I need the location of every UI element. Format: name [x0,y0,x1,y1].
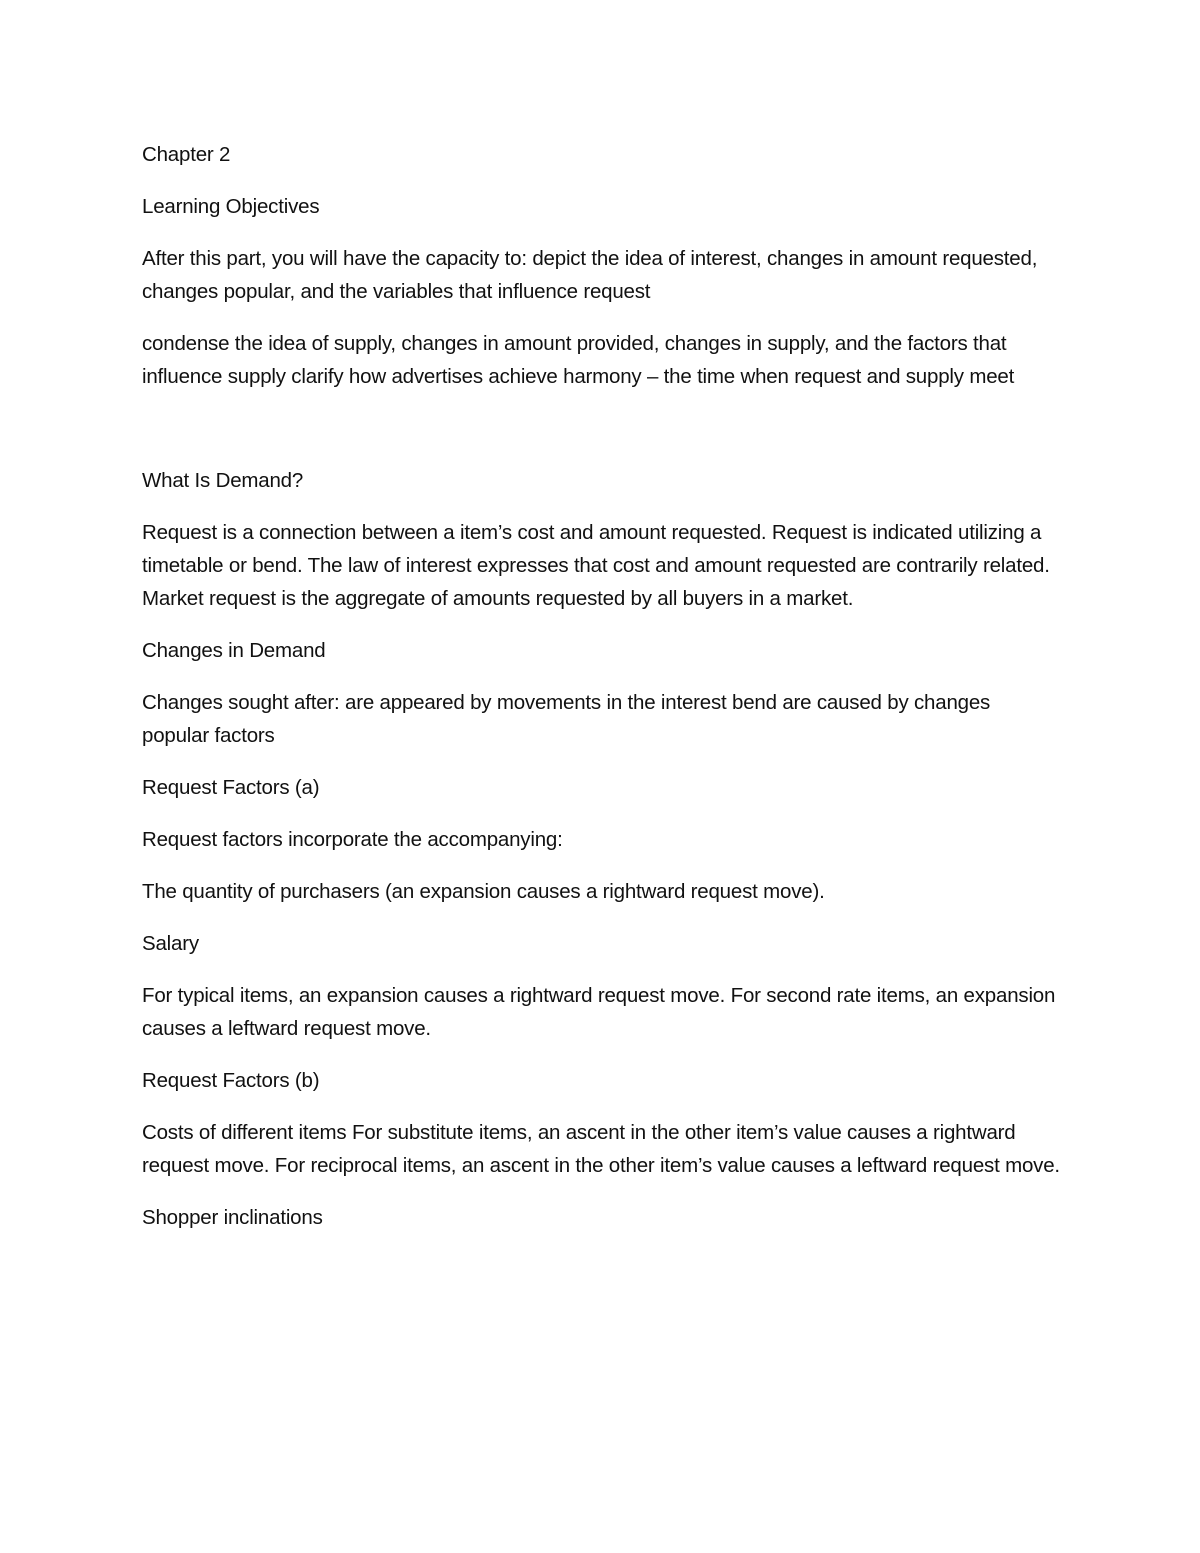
request-factors-a-heading: Request Factors (a) [142,776,320,799]
changes-in-demand-heading: Changes in Demand [142,639,326,662]
learning-objectives-heading: Learning Objectives [142,195,320,218]
other-items-paragraph: Costs of different items For substitute items, an ascent in the other item’s value causes a rightward request move. For reciprocal items, an ascent in the other item’s value causes a leftward request move. [142,1121,1060,1177]
salary-paragraph: For typical items, an expansion causes a rightward request move. For second rate items, an expansion causes a leftward request move. [142,984,1056,1040]
changes-in-demand-paragraph: Changes sought after: are appeared by movements in the interest bend are caused by changes popular factors [142,691,991,747]
request-factors-b-heading: Request Factors (b) [142,1069,320,1092]
document-body [142,138,1062,1253]
request-factors-intro: Request factors incorporate the accompanying: [142,828,563,851]
shopper-inclinations-heading: Shopper inclinations [142,1206,323,1229]
chapter-heading: Chapter 2 [142,143,231,166]
salary-heading: Salary [142,932,199,955]
purchasers-paragraph: The quantity of purchasers (an expansion causes a rightward request move). [142,880,825,903]
objectives-paragraph-2: condense the idea of supply, changes in amount provided, changes in supply, and the factors that influence supply clarify how advertises achieve harmony – the time when request and supply meet [142,332,1015,388]
what-is-demand-heading: What Is Demand? [142,469,304,492]
demand-definition-paragraph: Request is a connection between a item’s cost and amount requested. Request is indicated utilizing a timetable or bend. The law of interest expresses that cost and amount requested are contrarily related. Market request is the aggregate of amounts requested by all buyers in a market. [142,521,1050,610]
objectives-paragraph-1: After this part, you will have the capacity to: depict the idea of interest, changes in amount requested, changes popular, and the variables that influence request [142,247,1038,303]
